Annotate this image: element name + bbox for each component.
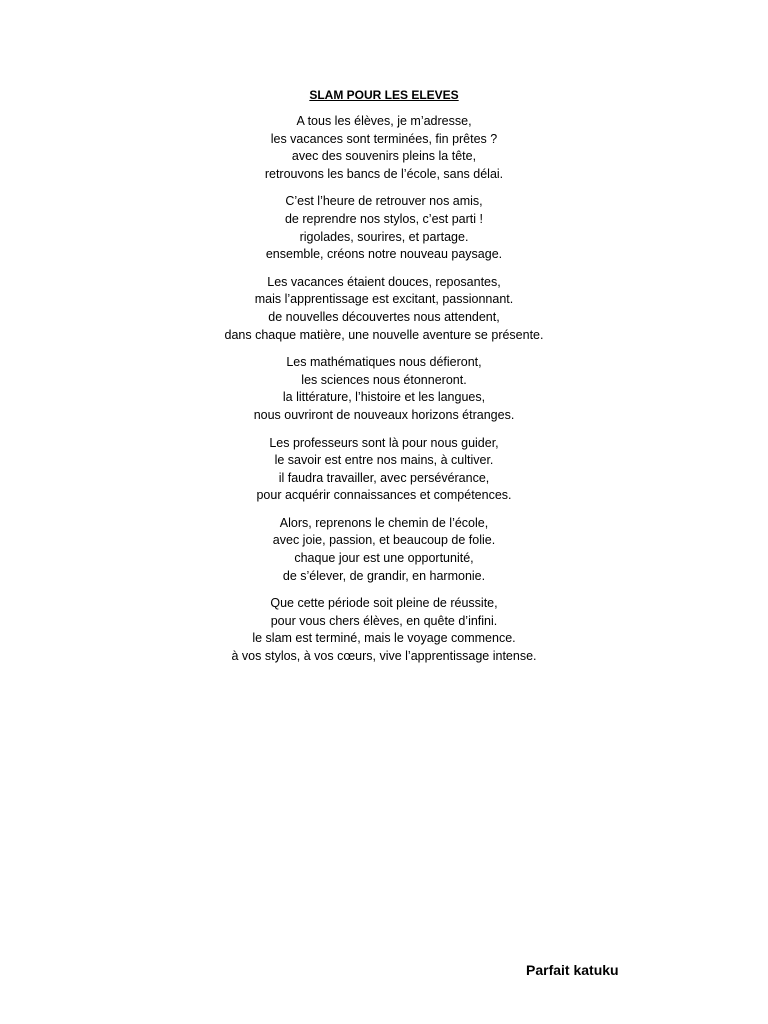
stanza-7: [0, 595, 768, 665]
poem-line: Que cette période soit pleine de réussite,: [270, 596, 498, 611]
poem-line: nous ouvriront de nouveaux horizons étranges.: [253, 407, 515, 422]
stanza-5: [0, 435, 768, 505]
poem-line: la littérature, l’histoire et les langues,: [282, 390, 486, 405]
poem-line: rigolades, sourires, et partage.: [299, 229, 469, 244]
stanza-1: [0, 113, 768, 183]
poem-line: Alors, reprenons le chemin de l’école,: [279, 515, 489, 530]
stanza-2: [0, 193, 768, 263]
poem-line: A tous les élèves, je m’adresse,: [296, 114, 472, 128]
poem-line: de nouvelles découvertes nous attendent,: [268, 309, 500, 324]
poem-line: les vacances sont terminées, fin prêtes ?: [270, 131, 498, 146]
poem-line: avec joie, passion, et beaucoup de folie.: [272, 533, 496, 548]
poem-line: avec des souvenirs pleins la tête,: [291, 149, 477, 164]
poem-line: pour vous chers élèves, en quête d’infini.: [270, 613, 498, 628]
stanza-3: [0, 274, 768, 344]
poem-line: chaque jour est une opportunité,: [294, 551, 474, 566]
poem-line: retrouvons les bancs de l’école, sans délai.: [264, 166, 504, 181]
poem-line: les sciences nous étonneront.: [301, 372, 467, 387]
poem-line: de s’élever, de grandir, en harmonie.: [282, 568, 486, 583]
poem-body: [0, 113, 768, 676]
poem-line: de reprendre nos stylos, c’est parti !: [284, 211, 483, 226]
poem-line: ensemble, créons notre nouveau paysage.: [265, 247, 503, 262]
poem-line: dans chaque matière, une nouvelle aventure se présente.: [224, 327, 544, 342]
poem-line: à vos stylos, à vos cœurs, vive l’apprentissage intense.: [231, 649, 537, 664]
poem-line: Les professeurs sont là pour nous guider,: [269, 435, 499, 450]
poem-line: C’est l’heure de retrouver nos amis,: [285, 194, 483, 209]
poem-line: Les mathématiques nous défieront,: [286, 355, 482, 370]
author-signature: Parfait katuku: [526, 962, 619, 978]
poem-line: le savoir est entre nos mains, à cultiver.: [274, 453, 494, 468]
poem-line: pour acquérir connaissances et compétences.: [256, 488, 512, 503]
poem-title: SLAM POUR LES ELEVES: [309, 88, 459, 102]
poem-line: le slam est terminé, mais le voyage commence.: [252, 631, 516, 646]
stanza-6: [0, 515, 768, 585]
poem-line: il faudra travailler, avec persévérance,: [278, 470, 490, 485]
stanza-4: [0, 354, 768, 424]
poem-line: mais l’apprentissage est excitant, passionnant.: [254, 292, 514, 307]
poem-line: Les vacances étaient douces, reposantes,: [267, 274, 501, 289]
